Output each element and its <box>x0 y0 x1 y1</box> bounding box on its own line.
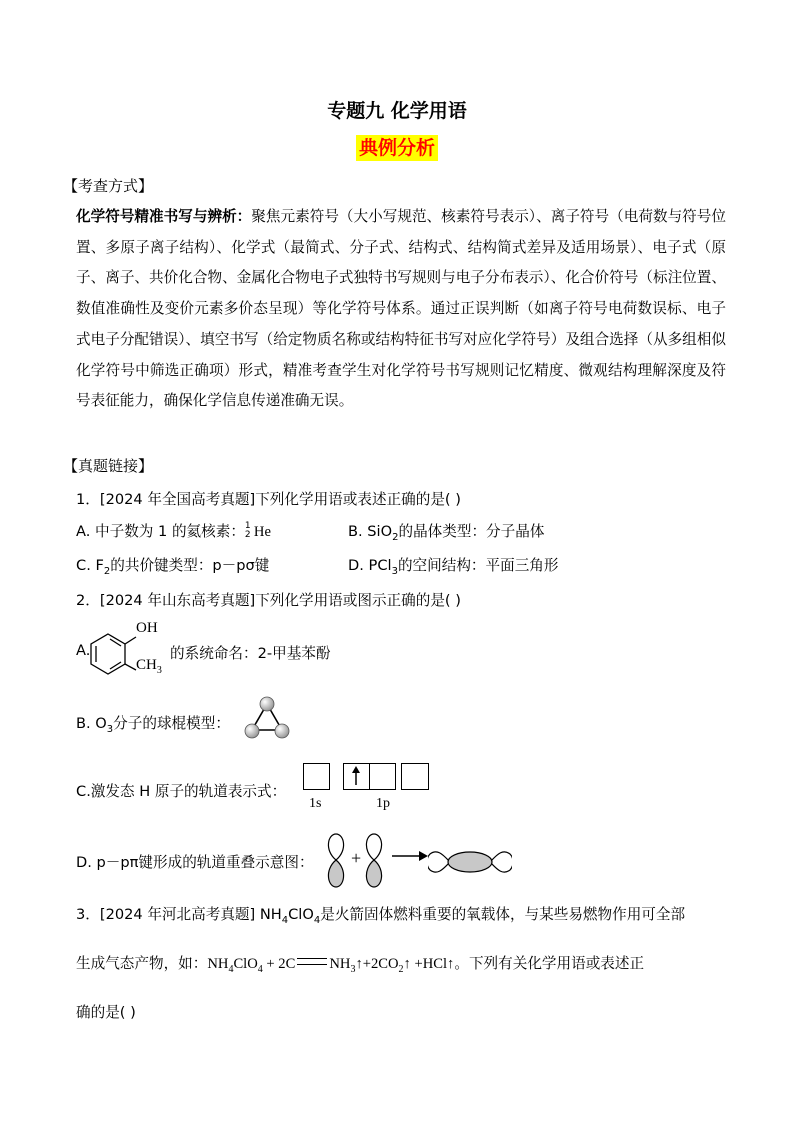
q3-l1-s2: 4 <box>313 914 321 926</box>
q1-stem: 1．[2024 年全国高考真题]下列化学用语或表述正确的是( ) <box>76 491 461 508</box>
eq-e-s: 2 <box>398 963 404 975</box>
q3-line-3: 确的是( ) <box>76 1004 136 1021</box>
q1-option-a <box>76 520 271 541</box>
nuclide-atomic: 2 <box>244 530 251 540</box>
ch-text: CH <box>136 657 157 673</box>
ch-sub: 3 <box>156 665 162 676</box>
eq-c: + 2C <box>262 956 296 972</box>
q2-option-a-label: A. <box>76 642 91 659</box>
p-orbital-lobe <box>328 860 343 887</box>
q1-c-sub: 2 <box>103 565 111 577</box>
p-orbital-lobe <box>328 834 343 860</box>
q3-l2-pre: 生成气态产物，如： <box>76 955 208 972</box>
q2-option-a-text: 的系统命名：2-甲基苯酚 <box>170 645 331 662</box>
q3-line-2 <box>76 952 644 975</box>
ozone-ball-stick-model <box>240 694 296 744</box>
q3-l1-s1: 4 <box>281 914 289 926</box>
orbital-box-1p-3 <box>401 763 429 790</box>
q2-b-sub: 3 <box>106 723 114 735</box>
p-orbital-lobe <box>366 860 381 887</box>
q3-l1-pre: 3．[2024 年河北高考真题] NH <box>76 906 282 923</box>
eq-e: ↑+2CO <box>355 956 399 972</box>
plus-sign: + <box>351 848 362 868</box>
subtitle-wrap <box>0 135 794 161</box>
page-title: 专题九 化学用语 <box>327 100 467 122</box>
q1-a-text: A. 中子数为 1 的氦核素： <box>76 523 245 540</box>
q2-option-d-text: D. p－pπ键形成的轨道重叠示意图： <box>76 854 314 871</box>
q1-option-d <box>348 554 558 577</box>
oxygen-atom <box>275 724 289 738</box>
p-orbital-lobe <box>366 834 381 860</box>
equals-sign <box>297 958 327 965</box>
eq-b-s1: 4 <box>257 963 263 975</box>
q1-d-pre: D. PCl <box>348 557 392 574</box>
q1-c-pre: C. F <box>76 557 104 574</box>
q2-stem: 2．[2024 年山东高考真题]下列化学用语或图示正确的是( ) <box>76 592 461 609</box>
up-arrow-icon <box>344 764 368 788</box>
q2-b-post: 分子的球棍模型： <box>113 715 230 732</box>
q1-c-post: 的共价键类型：p－pσ键 <box>110 557 270 574</box>
q1-b-sub: 2 <box>392 531 399 543</box>
q2-b-pre: B. O <box>76 715 107 732</box>
orbital-box-1p-2 <box>369 763 396 790</box>
oxygen-atom <box>245 724 259 738</box>
eq-a-s1: 4 <box>228 963 234 975</box>
oh-group-label: OH <box>136 620 158 636</box>
section-heading-real-questions: 【真题链接】 <box>63 457 154 475</box>
orbital-box-1p-1 <box>343 763 370 790</box>
oxygen-atom <box>260 697 274 711</box>
ch3-group-label <box>136 657 162 676</box>
nuclide-symbol <box>245 522 254 540</box>
q1-b-post: 的晶体类型：分子晶体 <box>398 523 545 540</box>
benzene-ring <box>91 634 136 674</box>
para-bold-lead: 化学符号精准书写与辨析： <box>76 208 252 225</box>
nuclide-element: He <box>253 524 271 540</box>
subtitle: 典例分析 <box>356 135 438 161</box>
nuclide-mass: 1 <box>244 521 251 531</box>
q2-option-b <box>76 712 230 735</box>
q3-l2-post: 。下列有关化学用语或表述正 <box>454 955 645 972</box>
q1-d-sub: 3 <box>391 565 398 577</box>
eq-a: NH <box>207 956 229 972</box>
eq-d: NH <box>329 956 351 972</box>
eq-b: ClO <box>233 956 258 972</box>
section-heading-exam-method: 【考查方式】 <box>63 177 154 195</box>
sigma-overlap-orbital <box>428 848 512 876</box>
eq-d-s: 3 <box>350 963 356 975</box>
q1-b-pre: B. SiO <box>348 523 393 540</box>
para-body: 聚焦元素符号（大小写规范、核素符号表示）、离子符号（电荷数与符号位置、多原子离子结构）、化学式（最简式、分子式、结构式、结构简式差异及适用场景）、电子式（原子、离子、共价化合物、金属化合物电子式独特书写规则与电子分布表示）、化合价符号（标注位置、数值准确性及变价元素多价态呈现）等化学符号体系。通过正误判断（如离子符号电荷数误标、电子式电子分配错误）、填空书写（给定物质名称或结构特征书写对应化学符号）及组合选择（从多组相似化学符号中筛选正确项）形式，精准考查学生对化学符号书写规则记忆精度、微观结构理解深度及符号表征能力，确保化学信息传递准确无误。 <box>76 208 726 410</box>
orbital-label-1s: 1s <box>309 796 322 811</box>
orbital-box-1s <box>303 763 330 790</box>
q1-option-c <box>76 554 269 577</box>
eq-f: ↑ +HCl↑ <box>403 956 455 972</box>
orbital-label-1p: 1p <box>376 796 390 811</box>
q2-option-c-text: C.激发态 H 原子的轨道表示式： <box>76 783 287 800</box>
q1-d-post: 的空间结构：平面三角形 <box>397 557 559 574</box>
q1-option-b <box>348 520 544 543</box>
exam-method-paragraph <box>76 202 726 417</box>
q3-l1-post: 是火箭固体燃料重要的氧载体，与某些易燃物作用可全部 <box>320 906 686 923</box>
q3-line-1 <box>76 903 685 926</box>
q3-l1-mid: ClO <box>288 906 314 923</box>
reaction-equation <box>207 956 455 975</box>
right-arrow-icon <box>390 848 430 864</box>
